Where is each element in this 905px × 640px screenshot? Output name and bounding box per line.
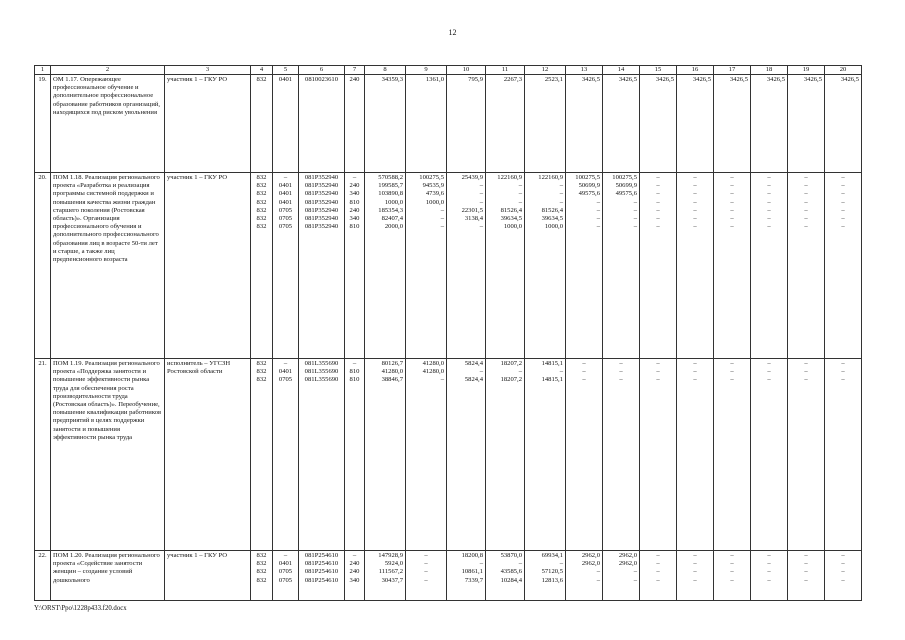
amount-cell: – – – – – – – <box>825 173 862 359</box>
column-number: 3 <box>165 66 251 75</box>
column-number: 9 <box>406 66 447 75</box>
amount-cell: 122160,9 – – – 81526,4 39634,5 1000,0 <box>486 173 525 359</box>
amount-cell: 2962,0 2962,0 – – <box>566 551 603 601</box>
amount-cell: 100275,5 50699,9 49575,6 – – – – <box>603 173 640 359</box>
table-row <box>35 173 862 359</box>
amount-cell: – – – – <box>714 551 751 601</box>
amount-cell: 122160,9 – – – 81526,4 39634,5 1000,0 <box>525 173 566 359</box>
amount-cell: 2267,3 <box>486 75 525 173</box>
column-number: 16 <box>677 66 714 75</box>
target-article: 0810023610 <box>299 75 345 173</box>
column-number: 10 <box>447 66 486 75</box>
amount-cell: – – – <box>714 359 751 551</box>
expense-type: – 810 810 <box>345 359 365 551</box>
amount-cell: 147928,9 5924,0 111567,2 30437,7 <box>365 551 406 601</box>
amount-cell: – – – – – – – <box>677 173 714 359</box>
amount-cell: 100275,5 94535,9 4739,6 1000,0 – – – <box>406 173 447 359</box>
amount-cell: 3426,5 <box>640 75 677 173</box>
amount-cell: 18200,8 – 10861,1 7339,7 <box>447 551 486 601</box>
amount-cell: 795,9 <box>447 75 486 173</box>
column-number: 7 <box>345 66 365 75</box>
amount-cell: – – – <box>566 359 603 551</box>
page-number: 12 <box>448 28 457 37</box>
gr-code: 832 832 832 832 <box>251 551 273 601</box>
table-row <box>35 359 862 551</box>
amount-cell: 100275,5 50699,9 49575,6 – – – – <box>566 173 603 359</box>
participant: участник 1 – ГКУ РО <box>165 173 251 359</box>
amount-cell: 570588,2 199585,7 103890,8 1000,0 185354,3 82407,4 2000,0 <box>365 173 406 359</box>
amount-cell: – – – – <box>751 551 788 601</box>
target-article: 081P254610 081P254610 081P254610 081P254610 <box>299 551 345 601</box>
gr-code: 832 832 832 832 832 832 832 <box>251 173 273 359</box>
amount-cell: 14815,1 – 14815,1 <box>525 359 566 551</box>
measure-name: ПОМ 1.18. Реализация регионального проекта «Разработка и реализация программы системной поддержки и повышения качества жизни граждан старшего поколения (Ростовская область)». Организация профессионального обучения и дополнительного профессионального образования лиц в возрасте 50-ти лет и старше, а также лиц предпенсионного возраста <box>51 173 165 359</box>
amount-cell: 69934,1 – 57120,5 12813,6 <box>525 551 566 601</box>
amount-cell: – – – <box>603 359 640 551</box>
column-number: 19 <box>788 66 825 75</box>
amount-cell: – – – <box>825 359 862 551</box>
column-number: 20 <box>825 66 862 75</box>
column-number: 18 <box>751 66 788 75</box>
column-number: 1 <box>35 66 51 75</box>
table-row <box>35 551 862 601</box>
row-number: 19. <box>35 75 51 173</box>
row-number: 22. <box>35 551 51 601</box>
expense-type: – 240 240 340 <box>345 551 365 601</box>
column-number: 12 <box>525 66 566 75</box>
amount-cell: – – – <box>677 359 714 551</box>
amount-cell: – – – – – – – <box>640 173 677 359</box>
amount-cell: 5824,4 – 5824,4 <box>447 359 486 551</box>
column-number: 8 <box>365 66 406 75</box>
footer-file-path: Y:\ORST\Ppo\1228p433.f20.docx <box>34 605 127 612</box>
participant: участник 1 – ГКУ РО <box>165 551 251 601</box>
amount-cell: – – – – – – – <box>788 173 825 359</box>
amount-cell: 2962,0 2962,0 – – <box>603 551 640 601</box>
amount-cell: 80126,7 41280,0 38846,7 <box>365 359 406 551</box>
column-number: 5 <box>273 66 299 75</box>
gr-code: 832 832 832 <box>251 359 273 551</box>
amount-cell: 3426,5 <box>825 75 862 173</box>
amount-cell: 3426,5 <box>788 75 825 173</box>
amount-cell: 3426,5 <box>603 75 640 173</box>
amount-cell: – – – – <box>406 551 447 601</box>
section-code: – 0401 0705 <box>273 359 299 551</box>
column-number: 4 <box>251 66 273 75</box>
row-number: 21. <box>35 359 51 551</box>
measure-name: ПОМ 1.19. Реализация регионального проекта «Поддержка занятости и повышение эффективности рынка труда для обеспечения роста производительности труда (Ростовская область)». Переобучение, повышение квалификации работников предприятий в целях поддержки занятости и повышения эффективности рынка труда <box>51 359 165 551</box>
column-number: 17 <box>714 66 751 75</box>
section-code: – 0401 0705 0705 <box>273 551 299 601</box>
amount-cell: 53870,0 – 43585,6 10284,4 <box>486 551 525 601</box>
column-number: 2 <box>51 66 165 75</box>
column-number: 14 <box>603 66 640 75</box>
column-number: 13 <box>566 66 603 75</box>
amount-cell: 3426,5 <box>677 75 714 173</box>
amount-cell: 1361,0 <box>406 75 447 173</box>
amount-cell: – – – <box>751 359 788 551</box>
amount-cell: 41280,0 41280,0 – <box>406 359 447 551</box>
measure-name: ОМ 1.17. Опережающее профессиональное обучение и дополнительное профессиональное образование работников организаций, находящихся под риском увольнения <box>51 75 165 173</box>
row-number: 20. <box>35 173 51 359</box>
amount-cell: – – – – <box>825 551 862 601</box>
amount-cell: – – – – <box>640 551 677 601</box>
section-code: – 0401 0401 0401 0705 0705 0705 <box>273 173 299 359</box>
column-number-row <box>35 66 862 75</box>
gr-code: 832 <box>251 75 273 173</box>
amount-cell: 3426,5 <box>751 75 788 173</box>
column-number: 6 <box>299 66 345 75</box>
expense-type: 240 <box>345 75 365 173</box>
amount-cell: – – – <box>640 359 677 551</box>
measure-name: ПОМ 1.20. Реализация регионального проекта «Содействие занятости женщин – создание условий дошкольного <box>51 551 165 601</box>
table-row <box>35 75 862 173</box>
amount-cell: – – – – – – – <box>714 173 751 359</box>
amount-cell: 3426,5 <box>566 75 603 173</box>
amount-cell: 2523,1 <box>525 75 566 173</box>
target-article: 081P352940 081P352940 081P352940 081P352940 081P352940 081P352940 081P352940 <box>299 173 345 359</box>
column-number: 11 <box>486 66 525 75</box>
amount-cell: – – – – <box>677 551 714 601</box>
expense-type: – 240 340 810 240 340 810 <box>345 173 365 359</box>
target-article: 081L355690 081L355690 081L355690 <box>299 359 345 551</box>
amount-cell: 34359,3 <box>365 75 406 173</box>
amount-cell: 3426,5 <box>714 75 751 173</box>
column-number: 15 <box>640 66 677 75</box>
amount-cell: 25439,9 – – – 22301,5 3138,4 – <box>447 173 486 359</box>
amount-cell: – – – – <box>788 551 825 601</box>
section-code: 0401 <box>273 75 299 173</box>
amount-cell: 18207,2 – 18207,2 <box>486 359 525 551</box>
budget-table <box>34 65 862 601</box>
participant: исполнитель – УГСЗН Ростовской области <box>165 359 251 551</box>
participant: участник 1 – ГКУ РО <box>165 75 251 173</box>
amount-cell: – – – – – – – <box>751 173 788 359</box>
amount-cell: – – – <box>788 359 825 551</box>
